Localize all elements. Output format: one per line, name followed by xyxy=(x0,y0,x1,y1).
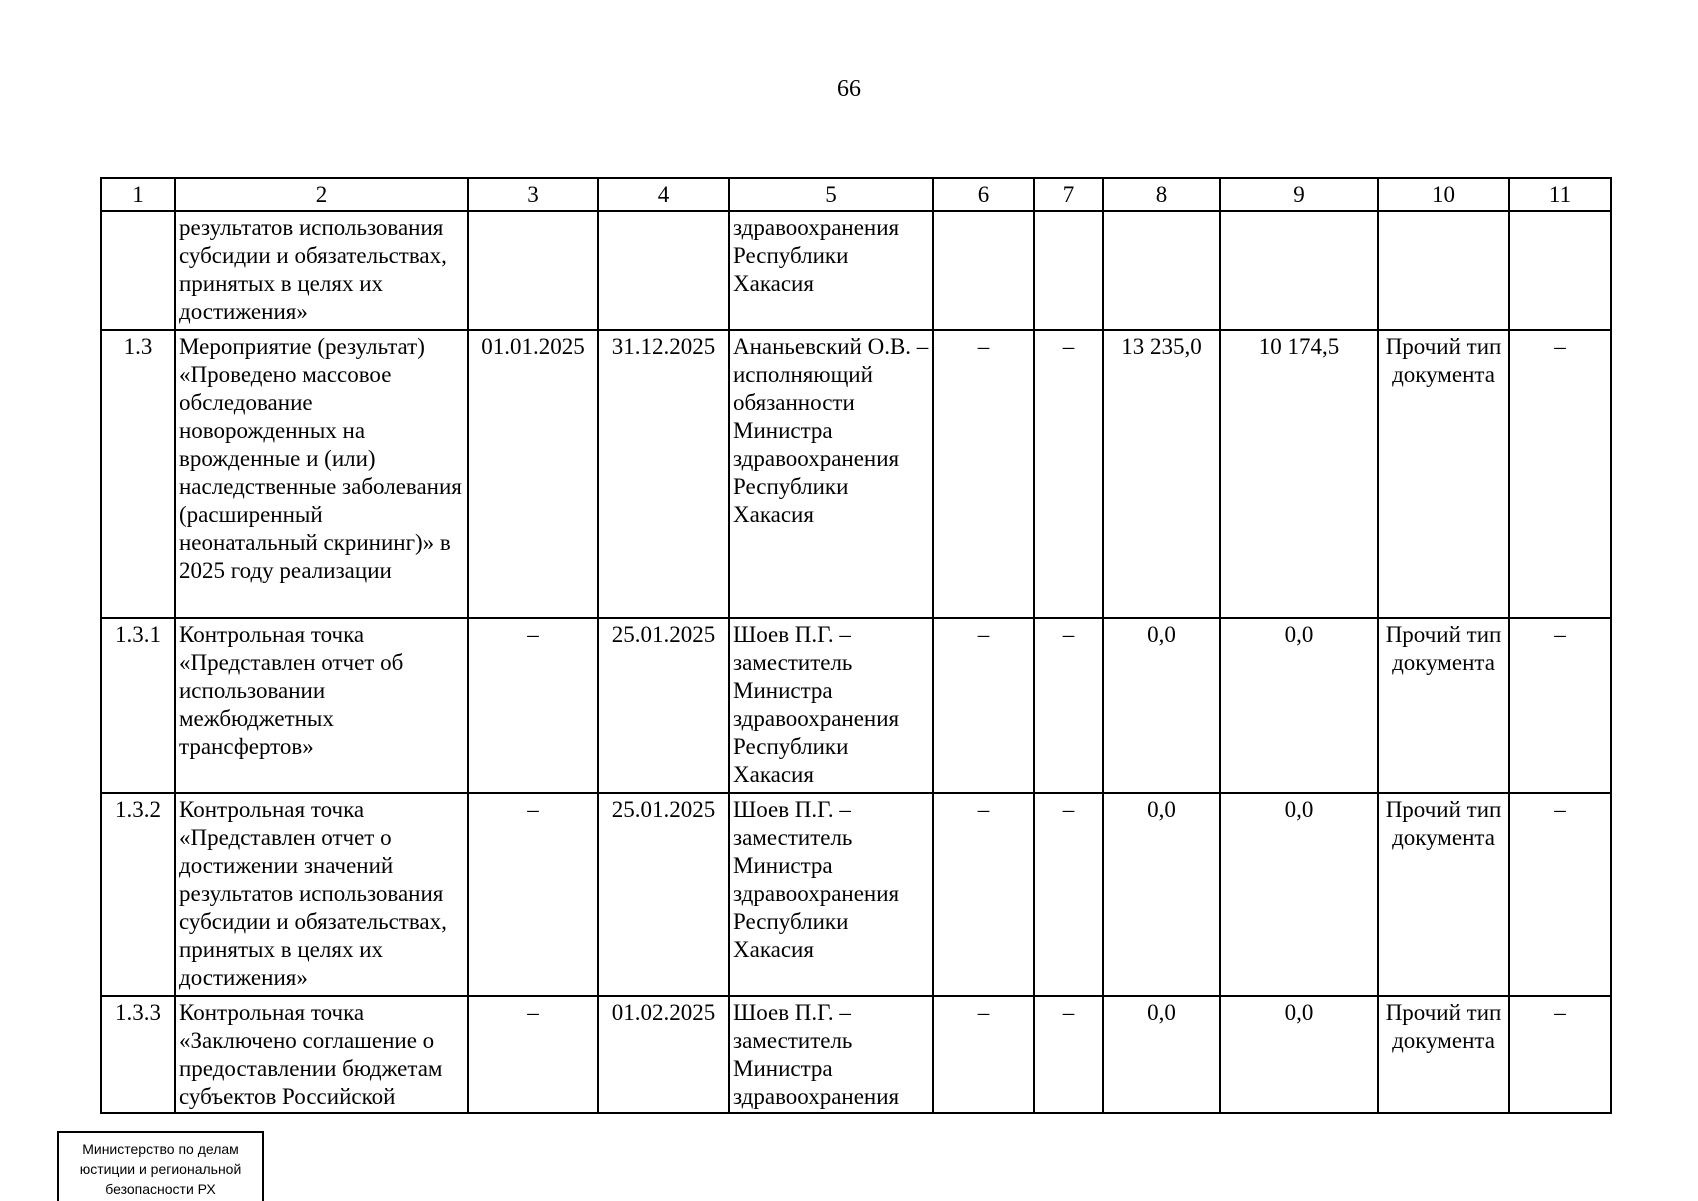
cell-start-date: – xyxy=(468,618,598,793)
cell-doc-type: Прочий тип документа xyxy=(1378,330,1509,618)
plan-table xyxy=(100,177,1612,1114)
cell-start-date: – xyxy=(468,793,598,996)
table-row xyxy=(101,330,1611,618)
table-header-row xyxy=(101,178,1611,211)
table-row xyxy=(101,211,1611,330)
column-header: 9 xyxy=(1220,178,1378,211)
cell-col8: 0,0 xyxy=(1103,618,1220,793)
cell-col9: 0,0 xyxy=(1220,618,1378,793)
cell-end-date xyxy=(598,211,729,330)
stamp-line: Министерство по делам xyxy=(82,1141,239,1157)
stamp-line: безопасности РХ xyxy=(105,1181,216,1197)
cell-doc-type: Прочий тип документа xyxy=(1378,618,1509,793)
cell-col7 xyxy=(1034,211,1103,330)
cell-end-date: 25.01.2025 xyxy=(598,618,729,793)
page-number: 66 xyxy=(837,76,861,102)
cell-col6: – xyxy=(933,330,1034,618)
cell-end-date: 25.01.2025 xyxy=(598,793,729,996)
cell-number xyxy=(101,211,175,330)
cell-col6 xyxy=(933,211,1034,330)
cell-doc-type: Прочий тип документа xyxy=(1378,996,1509,1113)
cell-col9 xyxy=(1220,211,1378,330)
cell-name: Мероприятие (результат) «Проведено массовое обследование новорожденных на врожденные и (или) наследственные заболевания (расширенный неонатальный скрининг)» в 2025 году реализации xyxy=(175,330,468,618)
column-header: 6 xyxy=(933,178,1034,211)
cell-col7: – xyxy=(1034,618,1103,793)
cell-col9: 0,0 xyxy=(1220,793,1378,996)
cell-col6: – xyxy=(933,996,1034,1113)
cell-col7: – xyxy=(1034,996,1103,1113)
column-header: 7 xyxy=(1034,178,1103,211)
table-row xyxy=(101,793,1611,996)
cell-doc-type xyxy=(1378,211,1509,330)
cell-col11: – xyxy=(1509,330,1611,618)
cell-col8: 0,0 xyxy=(1103,793,1220,996)
cell-col8: 13 235,0 xyxy=(1103,330,1220,618)
cell-end-date: 01.02.2025 xyxy=(598,996,729,1113)
table-row xyxy=(101,618,1611,793)
cell-responsible: Шоев П.Г. – заместитель Министра здравоохранения Республики Хакасия xyxy=(729,793,933,996)
cell-responsible: здравоохранения Республики Хакасия xyxy=(729,211,933,330)
cell-col11 xyxy=(1509,211,1611,330)
cell-doc-type: Прочий тип документа xyxy=(1378,793,1509,996)
cell-responsible: Шоев П.Г. – заместитель Министра здравоохранения Республики Хакасия xyxy=(729,618,933,793)
cell-responsible: Ананьевский О.В. – исполняющий обязанности Министра здравоохранения Республики Хакасия xyxy=(729,330,933,618)
cell-number: 1.3.3 xyxy=(101,996,175,1113)
cell-col6: – xyxy=(933,793,1034,996)
cell-col8 xyxy=(1103,211,1220,330)
cell-number: 1.3 xyxy=(101,330,175,618)
cell-col11: – xyxy=(1509,996,1611,1113)
cell-col9: 0,0 xyxy=(1220,996,1378,1113)
column-header: 5 xyxy=(729,178,933,211)
cell-col9: 10 174,5 xyxy=(1220,330,1378,618)
cell-name: Контрольная точка «Заключено соглашение о предоставлении бюджетам субъектов Российской xyxy=(175,996,468,1113)
cell-start-date: – xyxy=(468,996,598,1113)
cell-name: Контрольная точка «Представлен отчет об использовании межбюджетных трансфертов» xyxy=(175,618,468,793)
cell-start-date: 01.01.2025 xyxy=(468,330,598,618)
column-header: 11 xyxy=(1509,178,1611,211)
table-row xyxy=(101,996,1611,1113)
column-header: 3 xyxy=(468,178,598,211)
cell-start-date xyxy=(468,211,598,330)
cell-col11: – xyxy=(1509,618,1611,793)
registration-stamp xyxy=(57,1131,264,1201)
cell-end-date: 31.12.2025 xyxy=(598,330,729,618)
column-header: 8 xyxy=(1103,178,1220,211)
column-header: 1 xyxy=(101,178,175,211)
cell-col8: 0,0 xyxy=(1103,996,1220,1113)
cell-name: результатов использования субсидии и обязательствах, принятых в целях их достижения» xyxy=(175,211,468,330)
column-header: 4 xyxy=(598,178,729,211)
cell-number: 1.3.2 xyxy=(101,793,175,996)
cell-responsible: Шоев П.Г. – заместитель Министра здравоохранения xyxy=(729,996,933,1113)
cell-number: 1.3.1 xyxy=(101,618,175,793)
column-header: 2 xyxy=(175,178,468,211)
cell-col11: – xyxy=(1509,793,1611,996)
stamp-line: юстиции и региональной xyxy=(79,1161,242,1177)
cell-name: Контрольная точка «Представлен отчет о достижении значений результатов использования субсидии и обязательствах, принятых в целях их достижения» xyxy=(175,793,468,996)
cell-col7: – xyxy=(1034,330,1103,618)
cell-col7: – xyxy=(1034,793,1103,996)
column-header: 10 xyxy=(1378,178,1509,211)
cell-col6: – xyxy=(933,618,1034,793)
